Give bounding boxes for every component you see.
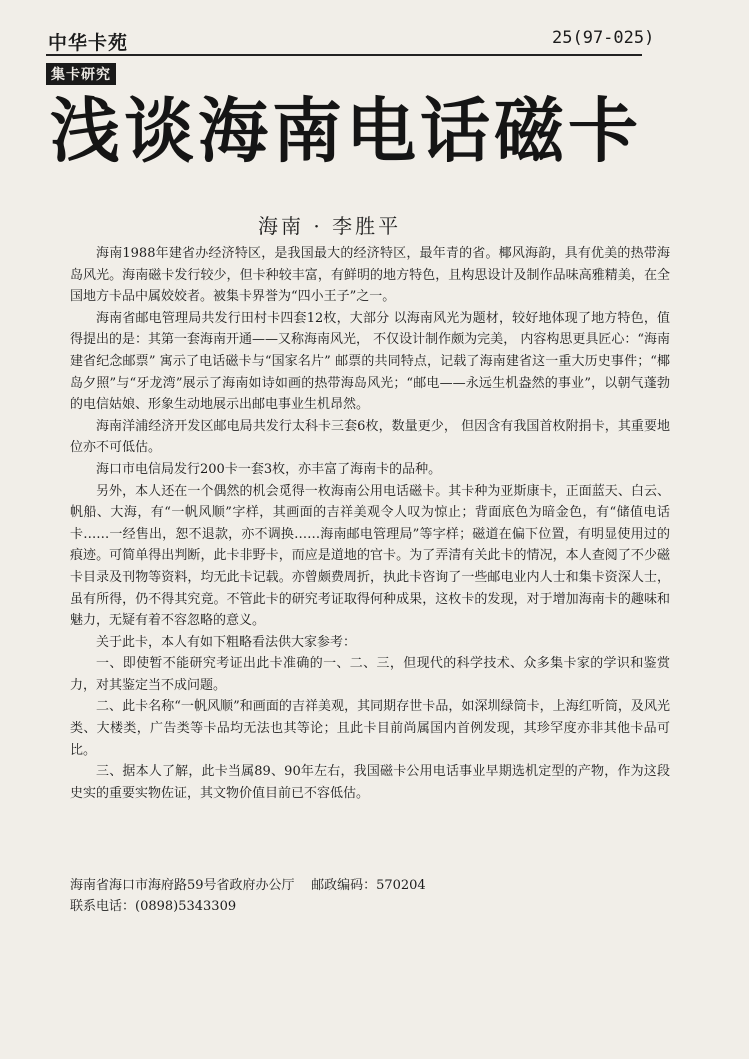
paragraph: 另外，本人还在一个偶然的机会觅得一枚海南公用电话磁卡。其卡种为亚斯康卡，正面蓝天、白云、帆船、大海，有“一帆风顺”字样，其画面的吉祥美观令人叹为惊止；背面底色为暗金色，有“储值电话卡……一经售出，恕不退款，亦不调换……海南邮电管理局”等字样；磁道在偏下位置，有明显使用过的痕迹。可简单得出判断，此卡非野卡，而应是道地的官卡。为了弄清有关此卡的情况，本人查阅了不少磁卡目录及刊物等资料，均无此卡记载。亦曾颇费周折，执此卡咨询了一些邮电业内人士和集卡资深人士，虽有所得，仍不得其究竟。不管此卡的研究考证取得何种成果，这枚卡的发现，对于增加海南卡的趣味和魅力，无疑有着不容忽略的意义。 xyxy=(70,483,670,629)
issue-number: 25(97-025) xyxy=(552,28,655,48)
contact-address: 海南省海口市海府路59号省政府办公厅 邮政编码：570204 xyxy=(70,878,426,893)
paragraph: 二、此卡名称“一帆风顺”和画面的吉祥美观，其同期存世卡品，如深圳绿筒卡，上海红听筒，及风光类、大楼类，广告类等卡品均无法也其等论；且此卡目前尚属国内首例发现，其珍罕度亦非其他卡品可比。 xyxy=(70,699,670,758)
publication-name: 中华卡苑 xyxy=(48,32,129,54)
paragraph: 三、据本人了解，此卡当属89、90年左右，我国磁卡公用电话事业早期选机定型的产物，作为这段史实的重要实物佐证，其文物价值目前已不容低估。 xyxy=(70,764,670,801)
contact-info xyxy=(70,875,670,917)
paragraph: 海南省邮电管理局共发行田村卡四套12枚，大部分 以海南风光为题材，较好地体现了地方特色，值得提出的是：其第一套海南开通——又称海南风光， 不仅设计制作颇为完美， 内容构思更具匠心：“海南建省纪念邮票” 寓示了电话磁卡与“国家名片” 邮票的共同特点，记载了海南建省这一重大历史事件；“椰岛夕照”与“牙龙湾”展示了海南如诗如画的热带海岛风光；“邮电——永远生机盎然的事业”，以朝气蓬勃的电信姑娘、形象生动地展示出邮电事业生机昂然。 xyxy=(70,310,670,413)
author-byline: 海南 · 李胜平 xyxy=(258,214,402,238)
paragraph: 海南洋浦经济开发区邮电局共发行太科卡三套6枚，数量更少， 但因含有我国首枚附捐卡，其重要地位亦不可低估。 xyxy=(70,418,670,456)
article-title: 浅谈海南电话磁卡 xyxy=(50,89,642,172)
section-tag: 集卡研究 xyxy=(46,63,116,85)
paragraph: 海南1988年建省办经济特区，是我国最大的经济特区，最年青的省。椰风海韵，具有优美的热带海岛风光。海南磁卡发行较少，但卡种较丰富，有鲜明的地方特色，且构思设计及制作品味高雅精美，在全国地方卡品中属姣姣者。被集卡界誉为“四小王子”之一。 xyxy=(70,246,670,305)
paragraph: 关于此卡，本人有如下粗略看法供大家参考： xyxy=(96,634,357,650)
article-body xyxy=(70,243,670,804)
paragraph: 海口市电信局发行200卡一套3枚，亦丰富了海南卡的品种。 xyxy=(96,461,442,477)
contact-phone: 联系电话：(0898)5343309 xyxy=(70,899,237,914)
paragraph: 一、即使暂不能研究考证出此卡准确的一、二、三，但现代的科学技术、众多集卡家的学识和鉴赏力，对其鉴定当不成问题。 xyxy=(70,656,670,693)
header-divider xyxy=(46,54,642,56)
